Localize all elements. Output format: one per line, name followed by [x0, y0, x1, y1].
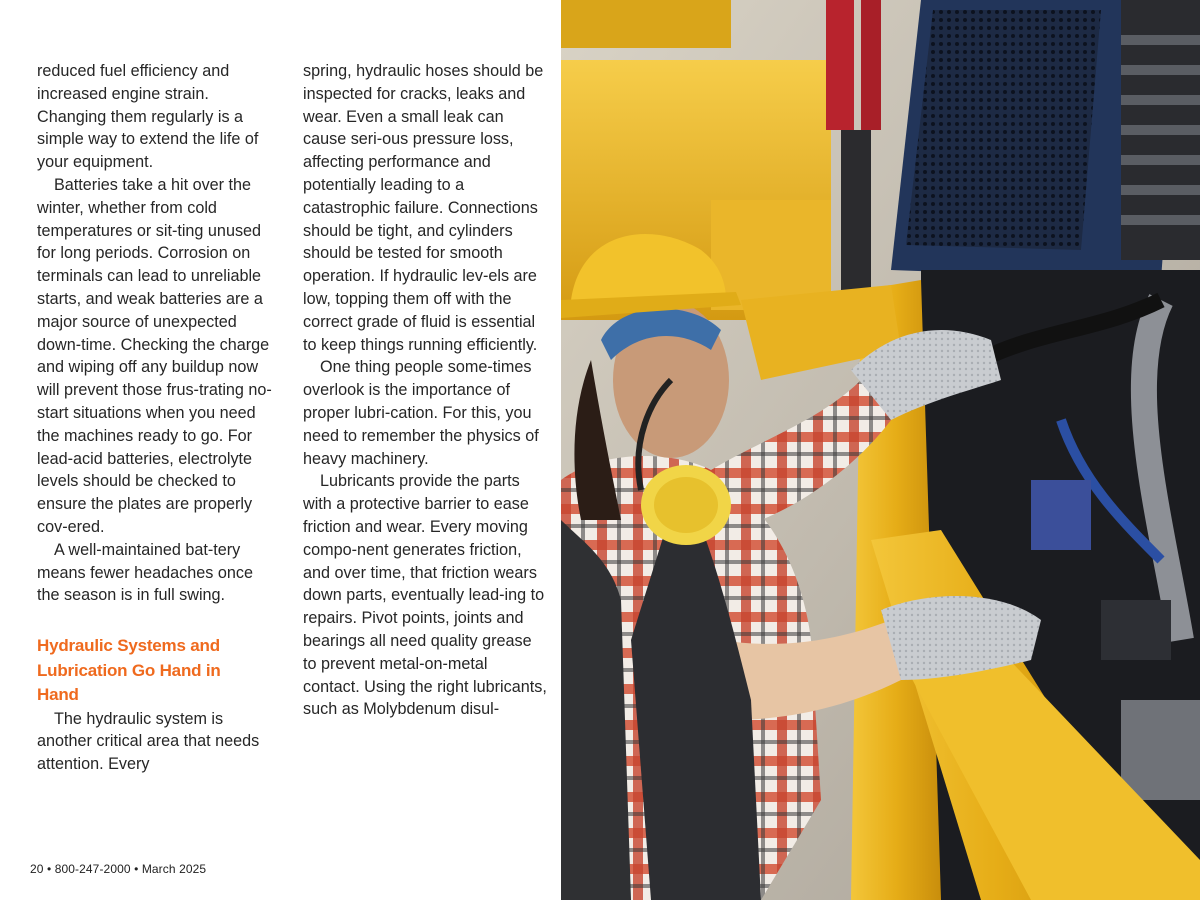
page-footer: 20 • 800-247-2000 • March 2025 [30, 862, 207, 876]
paragraph: reduced fuel efficiency and increased engine strain. Changing them regularly is a simple way to extend the life of your equipment. [37, 62, 259, 172]
paragraph: spring, hydraulic hoses should be inspected for cracks, leaks and wear. Even a small leak can cause seri-ous pressure loss, affecting performance and potentially leading to a catastrophic failure. Connections should be tight, and cylinders should be tested for smooth operation. If hydraulic lev-els are low, topping them off with the correct grade of fluid is essential to keep things running efficiently. [303, 62, 544, 354]
photo-illustration [561, 0, 1200, 900]
paragraph: The hydraulic system is another critical area that needs attention. Every [37, 709, 260, 774]
paragraph: A well-maintained bat-tery means fewer headaches once the season is in full swing. [37, 540, 253, 605]
paragraph: Batteries take a hit over the winter, whether from cold temperatures or sit-ting unused for long periods. Corrosion on terminals can lead to unreliable starts, and weak batteries are a major source of unexpected down-time. Checking the charge and wiping off any buildup now will prevent those frus-trating no-start situations when you need the machines ready to go. For lead-acid batteries, electrolyte levels should be checked to ensure the plates are properly cov-ered. [37, 175, 272, 536]
paragraph: One thing people some-times overlook is the importance of proper lubri-cation. For this, you need to remember the physics of heavy machinery. [303, 358, 539, 468]
text-page [0, 0, 561, 900]
article-column-2 [303, 60, 547, 721]
article-column-1 [37, 60, 277, 776]
section-heading: Hydraulic Systems and Lubrication Go Hand in Hand [37, 636, 221, 705]
paragraph: Lubricants provide the parts with a protective barrier to ease friction and wear. Every moving compo-nent generates friction, and over time, that friction wears down parts, eventually lead-ing to repairs. Pivot points, joints and bearings all need quality grease to prevent metal-on-metal contact. Using the right lubricants, such as Molybdenum disul- [303, 472, 547, 719]
worker-machinery-photo [561, 0, 1200, 900]
